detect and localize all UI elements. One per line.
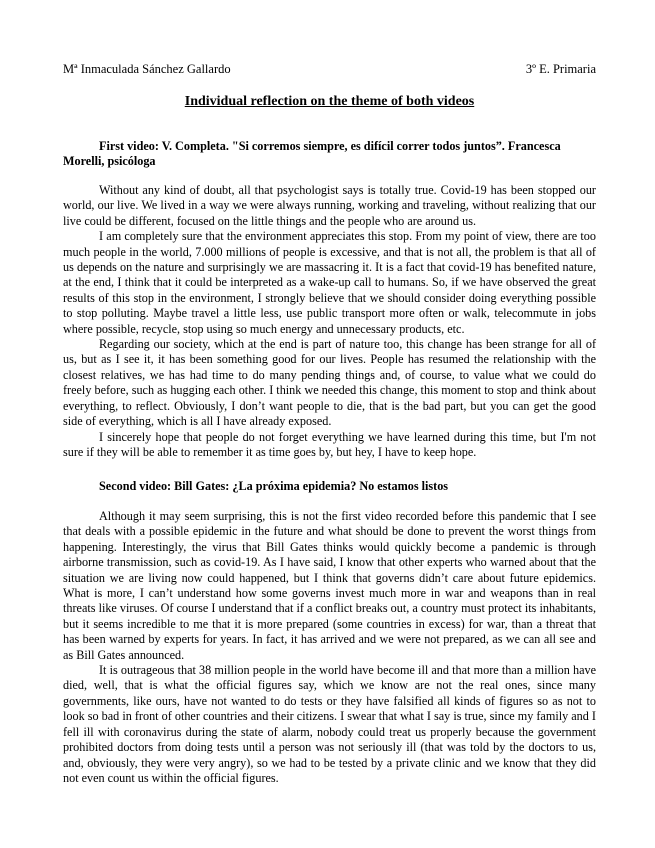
paragraph: Although it may seem surprising, this is not the first video recorded before this pandemic that I see that deals with a possible epidemic in the future and what should be done to prevent the worst things from happening. Interestingly, the virus that Bill Gates thinks would quickly become a pandemic is through airborne transmission, such as covid-19. As I have said, I know that other experts who warned about that the situation we are living now could happened, but I think that governs didn’t care about future epidemics. What is more, I can’t understand how some governs invest much more in war and weapons than in real threats like viruses. Of course I understand that if a conflict breaks out, a country must protect its inhabitants, but it seems incredible to me that it is more prepared (some countries in excess) for war, than a threat that has been warned by experts for years. In fact, it has arrived and we were not prepared, as we can all see and as Bill Gates announced. <box>63 509 596 662</box>
paragraph: I sincerely hope that people do not forget everything we have learned during this time, but I'm not sure if they will be able to remember it as time goes by, but hey, I have to keep hope. <box>63 429 596 459</box>
section-heading-second-video: Second video: Bill Gates: ¿La próxima epidemia? No estamos listos <box>99 479 449 493</box>
document-title: Individual reflection on the theme of both videos <box>184 94 475 109</box>
paragraph: Regarding our society, which at the end is part of nature too, this change has been strange for all of us, but as I see it, it has been something good for our lives. People has resumed the relationship with the closest relatives, we has had time to do many pending things and, of course, to value what we could do freely before, such as hugging each other. I think we needed this change, this moment to stop and think about everything, to reflect. Obviously, I don’t want people to die, that is the bad part, but you can get the good side of everything, which is all I have already exposed. <box>63 337 596 429</box>
section-first-video <box>63 183 596 460</box>
paragraph: Without any kind of doubt, all that psychologist says is totally true. Covid-19 has been stopped our world, our live. We lived in a way we were always running, working and traveling, without realizing that our live could be different, focused on the little things and the people who are around us. <box>63 183 596 228</box>
author-name: Mª Inmaculada Sánchez Gallardo <box>63 62 231 76</box>
section-heading-first-video: First video: V. Completa. "Si corremos siempre, es difícil correr todos juntos”. Francesca Morelli, psicóloga <box>63 139 561 169</box>
paragraph: It is outrageous that 38 million people in the world have become ill and that more than a million have died, well, that is what the official figures say, which we know are not the real ones, since many governments, like ours, have not wanted to do tests or they have falsified all kinds of figures so as not to look so bad in front of other countries and their citizens. I swear that what I say is true, since my family and I fell ill with coronavirus during the state of alarm, nobody could treat us properly because the government prohibited doctors from doing tests until a person was not seriously ill (that was told by the doctors to us, and, obviously, they were very angry), so we had to be tested by a private clinic and we know that they did not even count us within the official figures. <box>63 663 596 785</box>
section-second-video <box>63 509 596 786</box>
paragraph: I am completely sure that the environment appreciates this stop. From my point of view, there are too much people in the world, 7.000 millions of people is excessive, and that is not all, the problem is that all of us depends on the nature and surprisingly we are massacring it. It is a fact that covid-19 has benefited nature, at the end, I think that it could be interpreted as a wake-up call to humans. So, if we have observed the great results of this stop in the environment, I strongly believe that we should consider doing everything possible to stop polluting. Maybe travel a little less, use public transport more often or walk, telecommute in jobs where possible, recycle, stop using so much energy and unnecessary products, etc. <box>63 229 596 336</box>
class-name: 3º E. Primaria <box>525 62 596 76</box>
